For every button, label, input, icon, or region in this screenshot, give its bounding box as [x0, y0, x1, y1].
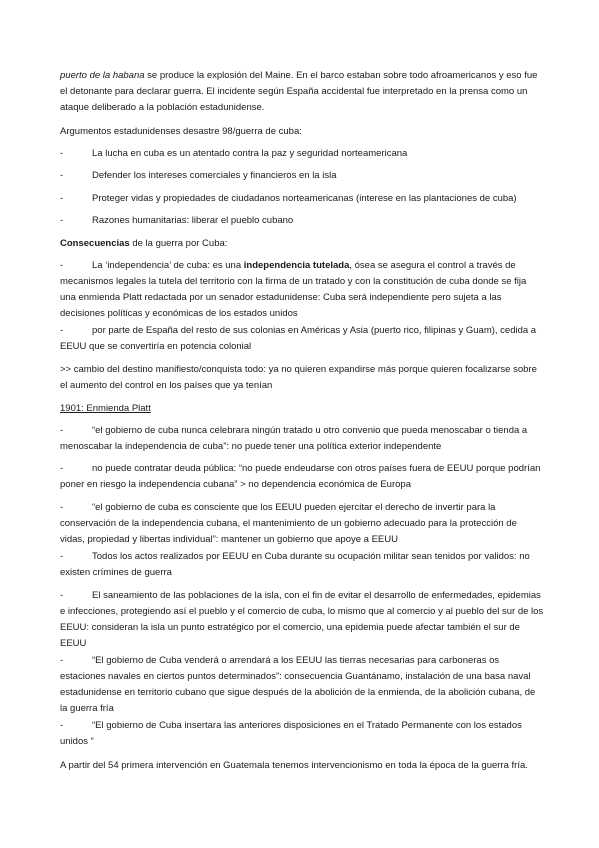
- list-dash: -: [60, 502, 64, 513]
- italic-phrase: puerto de la habana: [60, 70, 145, 81]
- list-item-platt: - “El gobierno de Cuba venderá o arrendará a los EEUU las tierras necesarias para carboneras os estaciones navales en ciertos puntos determinados”: consecuencia Guantánamo, instalación de una basa naval estadunidense en territorio cubano que sigue después de la abolición de la enmienda, de la abolición cubana, de la guerra fría: [60, 655, 536, 714]
- list-item-argument: - Razones humanitarias: liberar el pueblo cubano: [60, 213, 544, 229]
- list-dash: -: [60, 720, 64, 731]
- list-dash: -: [60, 260, 64, 271]
- list-dash: -: [60, 655, 64, 666]
- heading-consecuencias: Consecuencias de la guerra por Cuba:: [60, 238, 228, 249]
- list-item-platt: - El saneamiento de las poblaciones de la isla, con el fin de evitar el desarrollo de enfermedades, epidemias e infecciones, protegiendo así el pueblo y el comercio de cuba, lo mismo que al comercio y al pueblo del sur de los EEUU: consideran la isla un punto estratégico por el comercio, una epidemia puede afectar también el sur de EEUU: [60, 590, 544, 649]
- list-item-argument: - Defender los intereses comerciales y financieros en la isla: [60, 168, 544, 184]
- paragraph-destino-manifiesto: >> cambio del destino manifiesto/conquista todo: ya no quieren expandirse más porque quieren focalizarse sobre el aumento del control en los países que ya tenían: [60, 364, 537, 391]
- list-item-consecuencia: - por parte de España del resto de sus colonias en Américas y Asia (puerto rico, filipinas y Guam), cedida a EEUU que se convertiría en potencia colonial: [60, 325, 537, 352]
- list-dash: -: [60, 590, 64, 601]
- list-dash: -: [60, 425, 64, 436]
- paragraph-argumentos: Argumentos estadunidenses desastre 98/guerra de cuba:: [60, 126, 302, 137]
- list-item-platt: - Todos los actos realizados por EEUU en Cuba durante su ocupación militar sean tenidos por validos: no existen crímines de guerra: [60, 551, 530, 578]
- list-item-argument: - La lucha en cuba es un atentado contra la paz y seguridad norteamericana: [60, 146, 544, 162]
- list-item-platt: - “el gobierno de cuba nunca celebrara ningún tratado u otro convenio que pueda menoscabar o tienda a menoscabar la independencia de cuba”: no puede tener una política exterior independente: [60, 425, 528, 452]
- list-item-platt: - “El gobierno de Cuba insertara las anteriores disposiciones en el Tratado Permanente con los estados unidos “: [60, 720, 522, 747]
- list-dash: -: [60, 463, 64, 474]
- list-dash: -: [60, 325, 64, 336]
- list-item-platt: - no puede contratar deuda pública: “no puede endeudarse con otros países fuera de EEUU porque podrían poner en riesgo la independencia cubana” > no dependencia económica de Europa: [60, 463, 541, 490]
- paragraph-guatemala: A partir del 54 primera intervención en Guatemala tenemos intervencionismo en toda la época de la guerra fría.: [60, 760, 528, 771]
- list-item-argument: - Proteger vidas y propiedades de ciudadanos norteamericanas (interese en las plantaciones de cuba): [60, 191, 544, 207]
- list-dash: -: [60, 215, 64, 226]
- list-dash: -: [60, 193, 64, 204]
- list-dash: -: [60, 551, 64, 562]
- paragraph-maine: puerto de la habana se produce la explosión del Maine. En el barco estaban sobre todo afroamericanos y eso fue el detonante para declarar guerra. El incidente según España accidental fue interpretado en la prensa como un ataque deliberado a la población estadunidense.: [60, 70, 538, 113]
- list-item-platt: - “el gobierno de cuba es consciente que los EEUU pueden ejercitar el derecho de invertir para la conservación de la independencia cubana, el mantenimiento de un gobierno adecuado para la protección de vidas, propiedad y libertas individual”: mantener un gobierno que apoye a EEUU: [60, 502, 517, 545]
- list-dash: -: [60, 170, 64, 181]
- heading-enmienda-platt: 1901: Enmienda Platt: [60, 403, 151, 414]
- list-dash: -: [60, 148, 64, 159]
- list-item-consecuencia: - La ‘independencia’ de cuba: es una independencia tutelada, ósea se asegura el control a través de mecanismos legales la tutela del territorio con la firma de un tratado y con la constitución de cuba donde se fija una enmienda Platt redactada por un senador estadunidense: Cuba será independiente pero sujeta a las decisiones políticas y económicas de los estados unidos: [60, 260, 527, 319]
